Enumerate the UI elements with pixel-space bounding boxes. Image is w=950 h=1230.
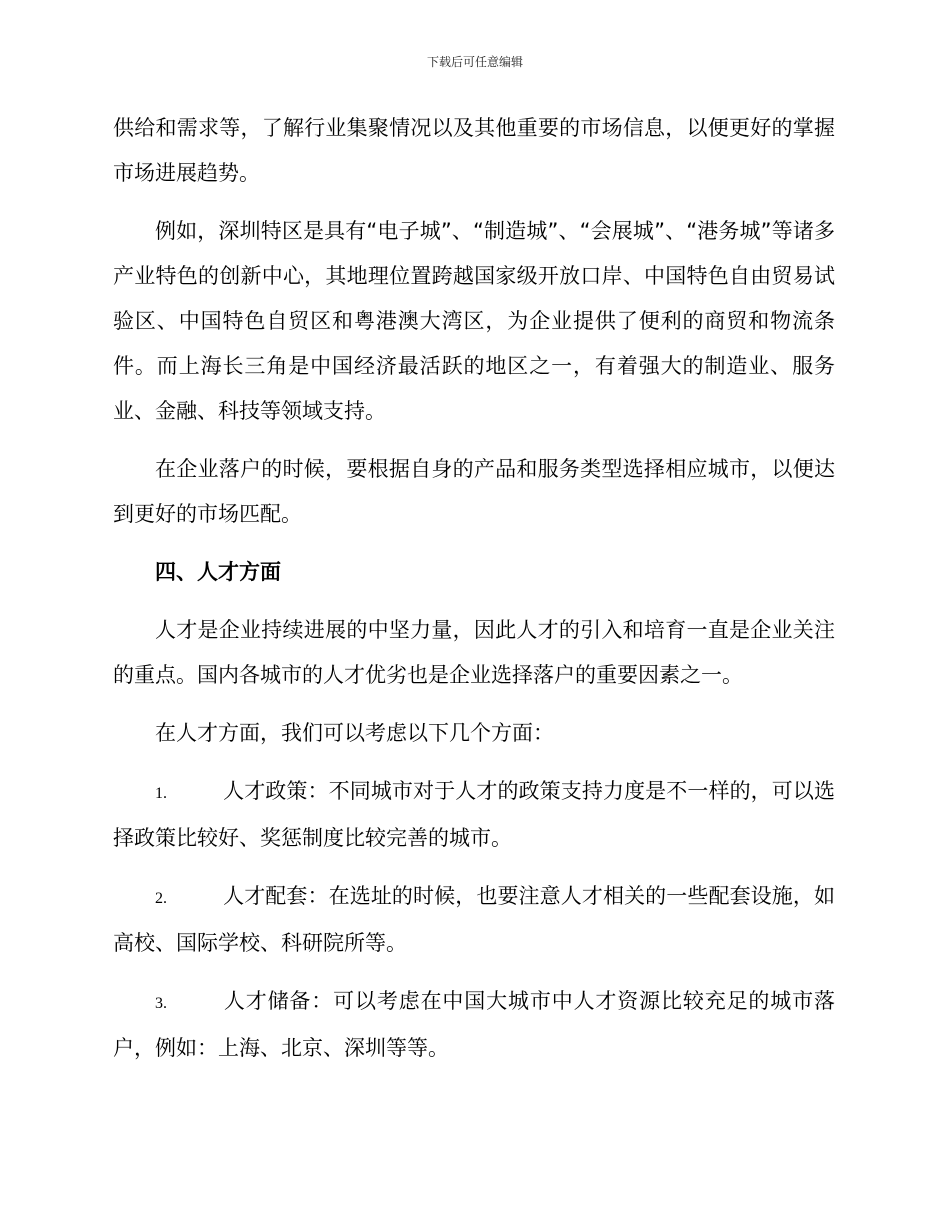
- list-text: 人才储备：可以考虑在中国大城市中人才资源比较充足的城市落户，例如：上海、北京、深圳等等。: [113, 989, 835, 1060]
- section-heading-talent: 四、人才方面: [155, 560, 281, 584]
- list-item: [113, 979, 835, 1071]
- list-item: [113, 769, 835, 861]
- paragraph-market-info: 供给和需求等，了解行业集聚情况以及其他重要的市场信息，以便更好的掌握市场进展趋势。: [113, 116, 835, 185]
- paragraph-city-matching: 在企业落户的时候，要根据自身的产品和服务类型选择相应城市，以便达到更好的市场匹配。: [113, 457, 835, 526]
- list-text: 人才配套：在选址的时候，也要注意人才相关的一些配套设施，如高校、国际学校、科研院所等。: [113, 884, 835, 955]
- paragraph-talent-aspects: 在人才方面，我们可以考虑以下几个方面：: [155, 721, 554, 745]
- list-number: 1.: [155, 785, 167, 802]
- paragraph-shenzhen-example: 例如，深圳特区是具有“电子城”、“制造城”、“会展城”、“港务城”等诸多产业特色的创新中心，其地理位置跨越国家级开放口岸、中国特色自由贸易试验区、中国特色自贸区和粤港澳大湾区，为企业提供了便利的商贸和物流条件。而上海长三角是中国经济最活跃的地区之一，有着强大的制造业、服务业、金融、科技等领域支持。: [113, 219, 835, 423]
- document-body: [113, 106, 835, 1084]
- paragraph-talent-intro: 人才是企业持续进展的中坚力量，因此人才的引入和培育一直是企业关注的重点。国内各城市的人才优劣也是企业选择落户的重要因素之一。: [113, 618, 835, 687]
- list-text: 人才政策：不同城市对于人才的政策支持力度是不一样的，可以选择政策比较好、奖惩制度比较完善的城市。: [113, 779, 835, 850]
- list-number: 3.: [155, 995, 167, 1012]
- list-item: [113, 874, 835, 966]
- page-header: 下载后可任意编辑: [426, 55, 523, 69]
- list-number: 2.: [155, 890, 167, 907]
